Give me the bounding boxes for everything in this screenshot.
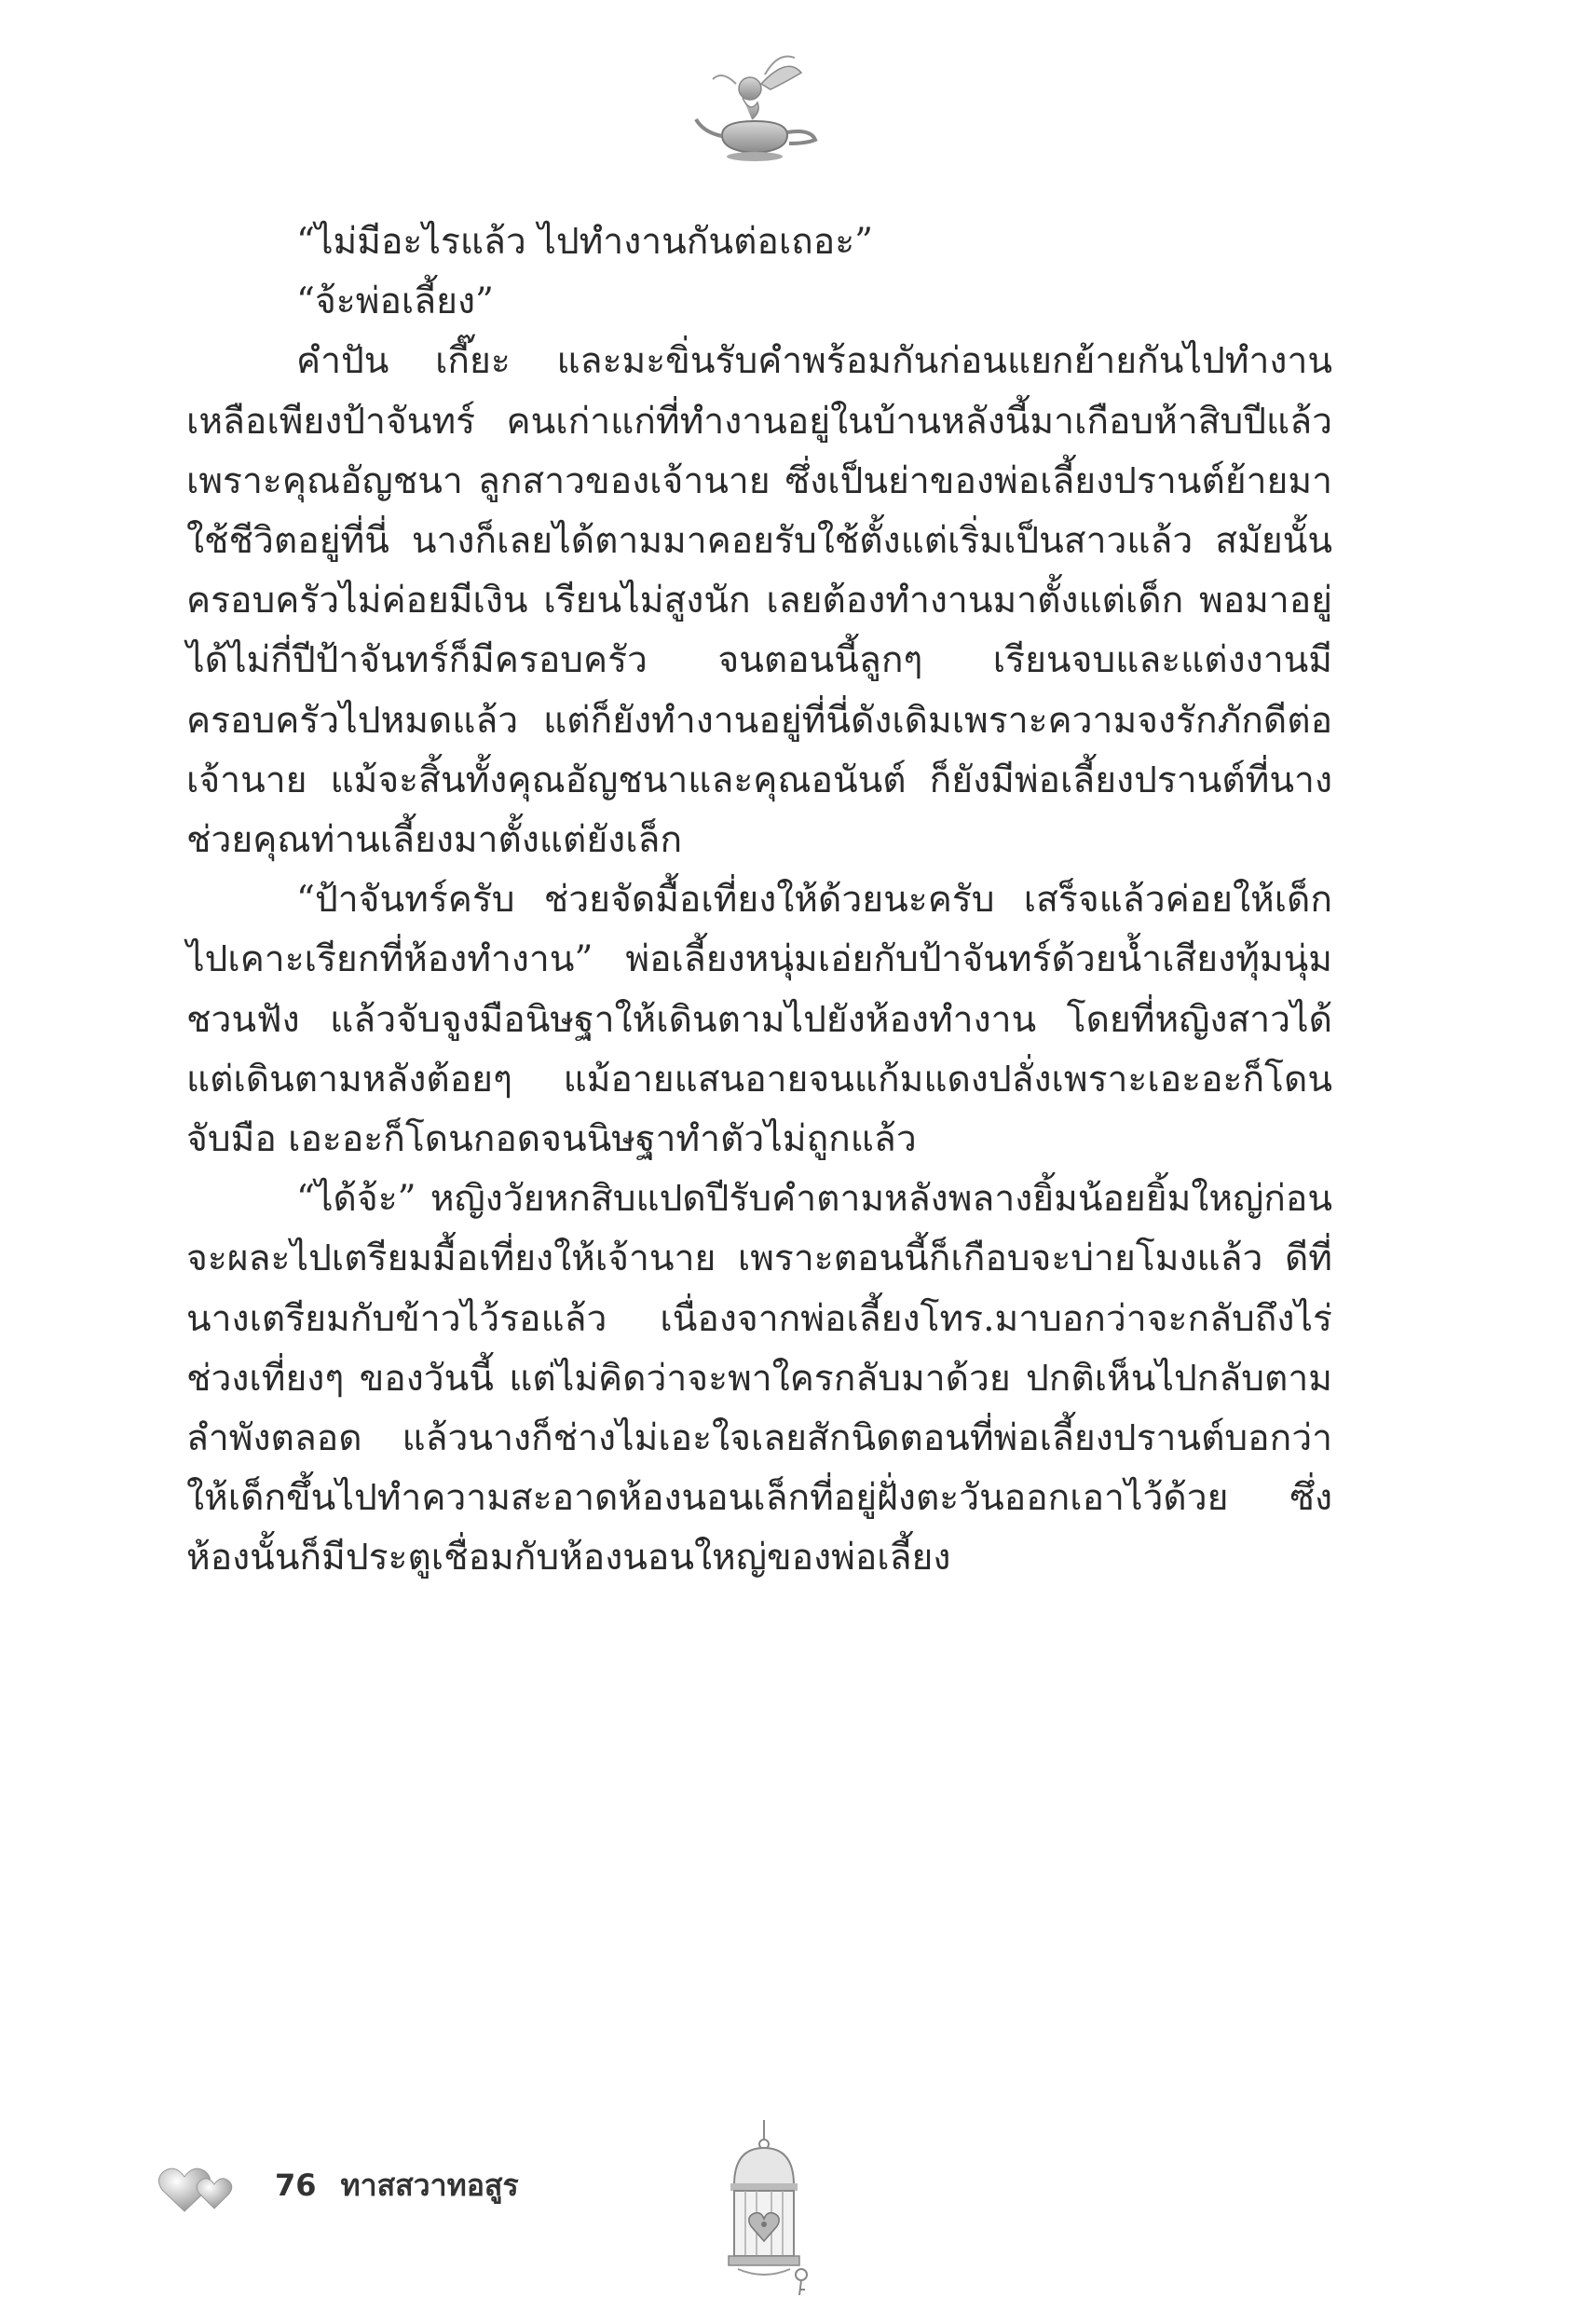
birdcage-heart-key-ornament-icon [717, 2120, 820, 2297]
body-text [186, 212, 1332, 1589]
book-title: ทาสสวาทอสูร [340, 2167, 519, 2203]
cupid-teapot-ornament-icon [685, 47, 825, 168]
paragraph: “ไม่มีอะไรแล้ว ไปทำงานกันต่อเถอะ” [296, 221, 874, 263]
page-number: 76 [275, 2167, 317, 2203]
paragraph: คำปัน เกี๊ยะ และมะขิ่นรับคำพร้อมกันก่อนแยกย้ายกันไปทำงาน เหลือเพียงป้าจันทร์ คนเก่าแก่ที่ทำงานอยู่ในบ้านหลังนี้มาเกือบห้าสิบปีแล้ว เพราะคุณอัญชนา ลูกสาวของเจ้านาย ซึ่งเป็นย่าของพ่อเลี้ยงปรานต์ย้ายมาใช้ชีวิตอยู่ที่นี่ นางก็เลยได้ตามมาคอยรับใช้ตั้งแต่เริ่มเป็นสาวแล้ว สมัยนั้นครอบครัวไม่ค่อยมีเงิน เรียนไม่สูงนัก เลยต้องทำงานมาตั้งแต่เด็ก พอมาอยู่ได้ไม่กี่ปีป้าจันทร์ก็มีครอบครัว จนตอนนี้ลูกๆ เรียนจบและแต่งงานมีครอบครัวไปหมดแล้ว แต่ก็ยังทำงานอยู่ที่นี่ดังเดิมเพราะความจงรักภักดีต่อเจ้านาย แม้จะสิ้นทั้งคุณอัญชนาและคุณอนันต์ ก็ยังมีพ่อเลี้ยงปรานต์ที่นางช่วยคุณท่านเลี้ยงมาตั้งแต่ยังเล็ก [186, 340, 1332, 862]
paragraph: “ได้จ้ะ” หญิงวัยหกสิบแปดปีรับคำตามหลังพลางยิ้มน้อยยิ้มใหญ่ก่อนจะผละไปเตรียมมื้อเที่ยงให้เจ้านาย เพราะตอนนี้ก็เกือบจะบ่ายโมงแล้ว ดีที่นางเตรียมกับข้าวไว้รอแล้ว เนื่องจากพ่อเลี้ยงโทร.มาบอกว่าจะกลับถึงไร่ช่วงเที่ยงๆ ของวันนี้ แต่ไม่คิดว่าจะพาใครกลับมาด้วย ปกติเห็นไปกลับตามลำพังตลอด แล้วนางก็ช่างไม่เอะใจเลยสักนิดตอนที่พ่อเลี้ยงปรานต์บอกว่าให้เด็กขึ้นไปทำความสะอาดห้องนอนเล็กที่อยู่ฝั่งตะวันออกเอาไว้ด้วย ซึ่งห้องนั้นก็มีประตูเชื่อมกับห้องนอนใหญ่ของพ่อเลี้ยง [186, 1178, 1332, 1579]
paragraph: “จ้ะพ่อเลี้ยง” [296, 280, 494, 323]
paragraph: “ป้าจันทร์ครับ ช่วยจัดมื้อเที่ยงให้ด้วยนะครับ เสร็จแล้วค่อยให้เด็กไปเคาะเรียกที่ห้องทำงาน” พ่อเลี้ยงหนุ่มเอ่ยกับป้าจันทร์ด้วยน้ำเสียงทุ้มนุ่มชวนฟัง แล้วจับจูงมือนิษฐาให้เดินตามไปยังห้องทำงาน โดยที่หญิงสาวได้แต่เดินตามหลังต้อยๆ แม้อายแสนอายจนแก้มแดงปลั่งเพราะเอะอะก็โดนจับมือ เอะอะก็โดนกอดจนนิษฐาทำตัวไม่ถูกแล้ว [186, 879, 1332, 1161]
page-footer [275, 2162, 519, 2209]
hearts-icon [157, 2160, 240, 2216]
